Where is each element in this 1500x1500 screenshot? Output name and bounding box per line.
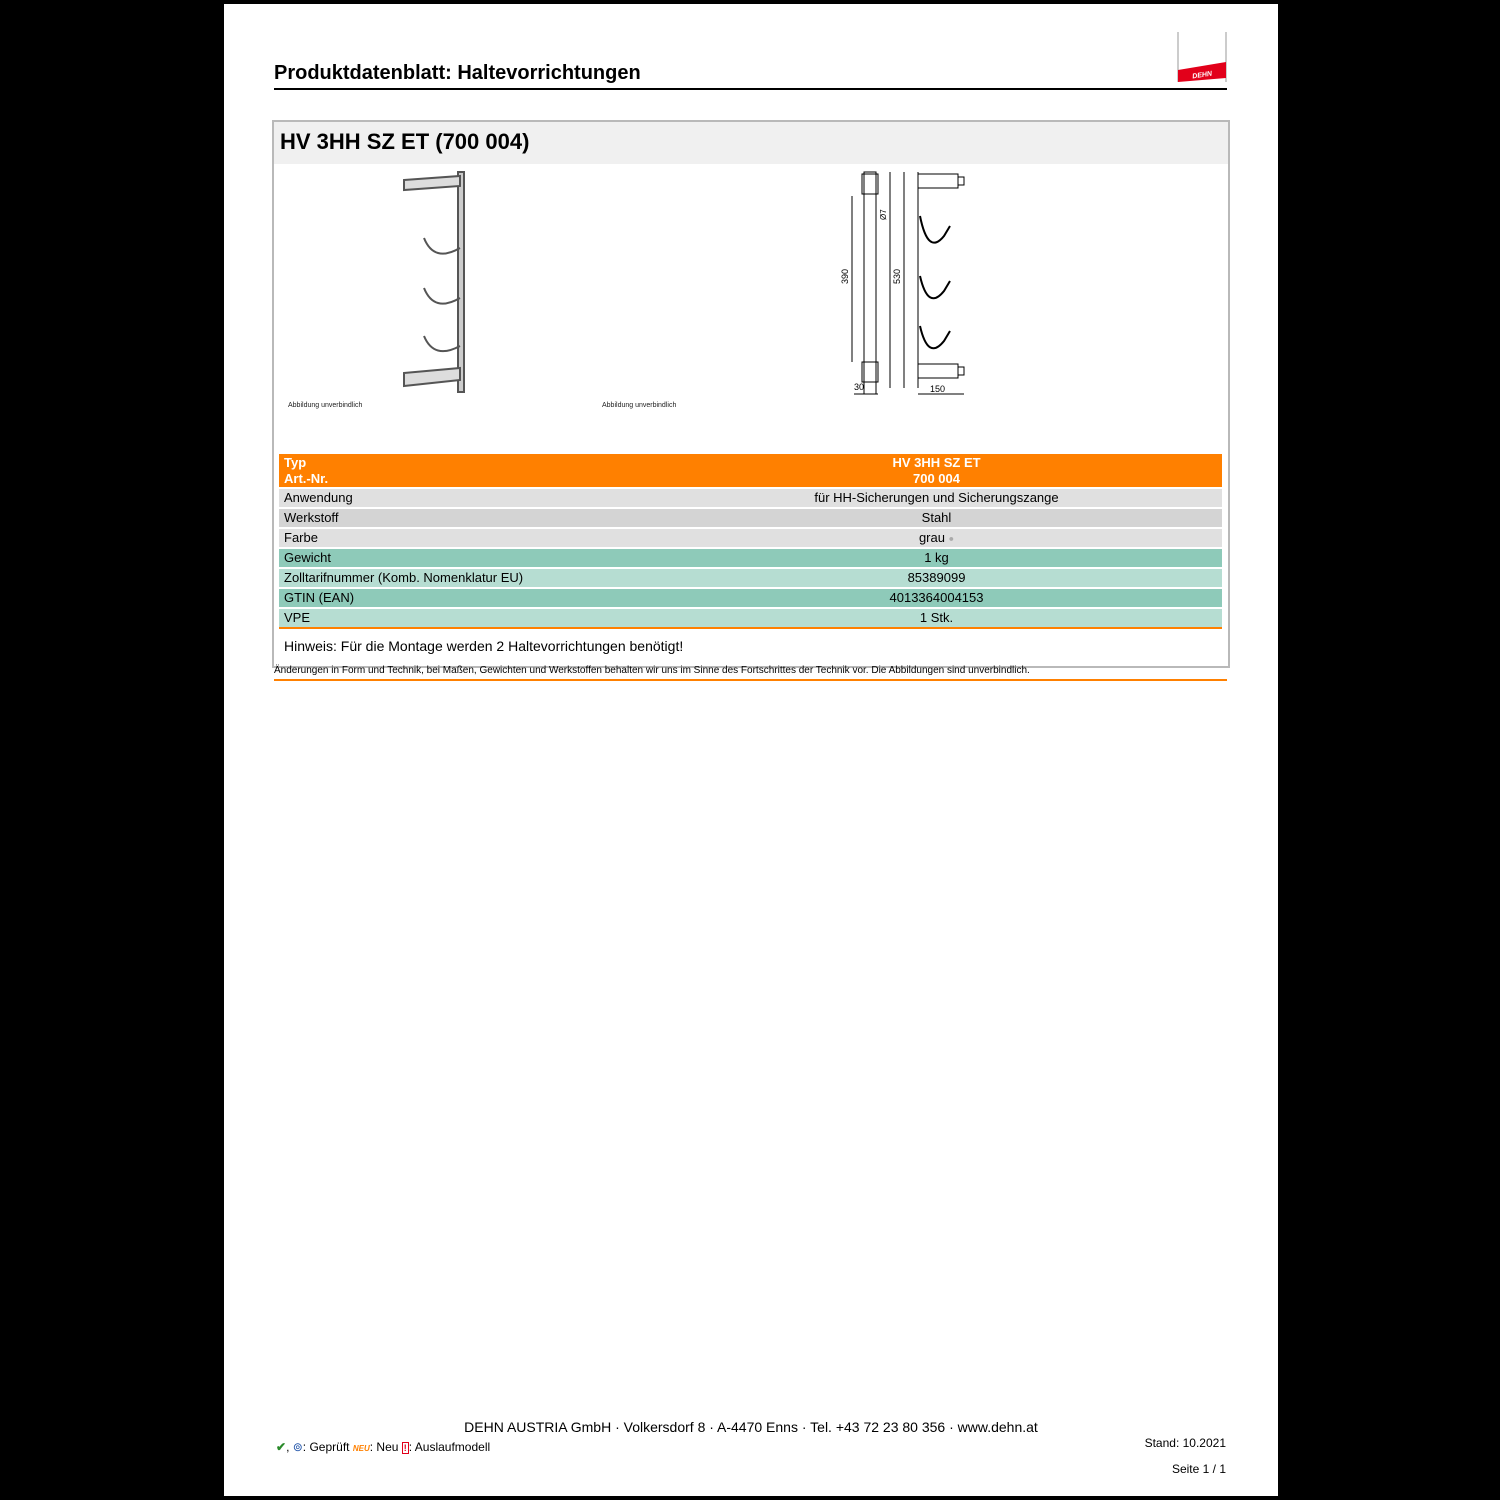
- row-value: 1 Stk.: [919, 610, 954, 625]
- table-bottom-rule: [279, 627, 1222, 629]
- row-label: Gewicht: [284, 550, 331, 565]
- footer-legend: ✔, ⊚: Geprüft NEU: Neu ! : Auslaufmodell: [276, 1440, 491, 1454]
- dim-30: 30: [854, 382, 865, 392]
- table-head: [279, 454, 1222, 487]
- tested-seal-icon: ⊚: [292, 1440, 303, 1454]
- row-value: Stahl: [921, 510, 952, 525]
- datasheet-page: [224, 4, 1278, 1496]
- document-title: Produktdatenblatt: Haltevorrichtungen: [274, 62, 641, 84]
- row-label: Farbe: [284, 530, 318, 545]
- row-value-color: [699, 529, 1174, 548]
- color-dot-icon: ●: [948, 533, 955, 544]
- row-label: Werkstoff: [284, 510, 339, 525]
- table-row: [279, 609, 1222, 627]
- product-photo: [394, 168, 484, 398]
- table-row: [279, 589, 1222, 607]
- row-value: für HH-Sicherungen und Sicherungszange: [814, 490, 1059, 505]
- table-row: [279, 509, 1222, 527]
- new-badge-icon: NEU: [352, 1444, 370, 1453]
- check-icon: ✔: [276, 1440, 287, 1454]
- legend-checked: Geprüft: [309, 1440, 350, 1454]
- disclaimer-rule: [274, 679, 1227, 681]
- dim-530: 530: [892, 268, 902, 284]
- row-value: 1 kg: [924, 550, 949, 565]
- photo-caption: Abbildung unverbindlich: [288, 402, 363, 409]
- table-row: [279, 489, 1222, 507]
- row-label: VPE: [284, 610, 311, 625]
- table-row: [279, 549, 1222, 567]
- product-title: HV 3HH SZ ET (700 004): [280, 129, 530, 154]
- dehn-logo: [1176, 32, 1228, 84]
- product-box: [272, 120, 1230, 668]
- row-label: GTIN (EAN): [284, 590, 355, 605]
- row-value: 85389099: [907, 570, 966, 585]
- logo-text: DEHN: [1191, 70, 1213, 81]
- legend-new: Neu: [376, 1440, 399, 1454]
- disclaimer: Änderungen in Form und Technik, bei Maßen, Gewichten und Werkstoffen behalten wir uns im Sinne des Fortschrittes der Technik vor. Die Abbildungen sind unverbindlich.: [274, 665, 1030, 676]
- footer-address: DEHN AUSTRIA GmbH · Volkersdorf 8 · A-4470 Enns · Tel. +43 72 23 80 356 · www.dehn.at: [464, 1419, 1038, 1435]
- drawing-caption: Abbildung unverbindlich: [602, 402, 677, 409]
- table-row: [279, 529, 1222, 547]
- product-header: [274, 122, 1228, 164]
- technical-drawing: [834, 166, 984, 398]
- typ-value: HV 3HH SZ ET: [892, 455, 981, 470]
- spec-table: [279, 454, 1222, 629]
- art-label: Art.-Nr.: [284, 471, 329, 486]
- row-label: Zolltarifnummer (Komb. Nomenklatur EU): [284, 570, 524, 585]
- table-row: [279, 569, 1222, 587]
- art-value: 700 004: [913, 471, 960, 486]
- dim-390: 390: [840, 268, 850, 284]
- stand-date: Stand: 10.2021: [1144, 1436, 1226, 1450]
- dim-150: 150: [930, 384, 946, 394]
- discontinued-icon: !: [403, 1443, 407, 1453]
- legend-discontinued: Auslaufmodell: [414, 1440, 491, 1454]
- dim-d7: Ø7: [879, 209, 888, 220]
- typ-label: Typ: [284, 455, 307, 470]
- title-rule: [274, 88, 1227, 90]
- mounting-note: Hinweis: Für die Montage werden 2 Haltevorrichtungen benötigt!: [284, 638, 684, 654]
- page-number: Seite 1 / 1: [1171, 1462, 1226, 1476]
- color-value: grau: [918, 530, 945, 545]
- row-value: 4013364004153: [889, 590, 984, 605]
- row-label: Anwendung: [284, 490, 353, 505]
